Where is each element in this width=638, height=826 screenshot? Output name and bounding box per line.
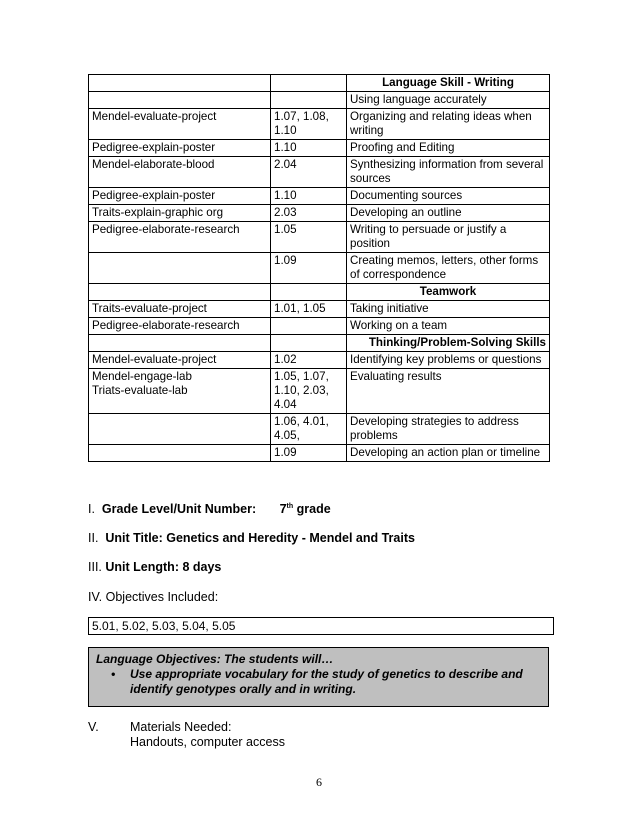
objectives-line xyxy=(88,590,218,605)
table-cell: Proofing and Editing xyxy=(347,140,550,157)
language-objectives-title: Language Objectives: The students will… xyxy=(96,652,334,666)
table-cell: Organizing and relating ideas when writing xyxy=(347,109,550,140)
table-cell: 1.10 xyxy=(271,188,347,205)
objectives-label: Objectives Included: xyxy=(105,590,219,604)
grade-level-value: 7th grade xyxy=(279,502,331,516)
table-cell: Developing an outline xyxy=(347,205,550,222)
table-header-row xyxy=(89,75,550,92)
table-cell: Synthesizing information from several sources xyxy=(347,157,550,188)
materials-label: Materials Needed: xyxy=(130,720,232,734)
grade-level-line xyxy=(88,502,331,517)
table-cell xyxy=(89,92,271,109)
section-number: I. xyxy=(88,502,95,516)
table-cell: Working on a team xyxy=(347,318,550,335)
table-cell xyxy=(271,335,347,352)
table-row xyxy=(89,369,550,414)
section-number: IV. xyxy=(88,590,103,604)
language-objective-item: Use appropriate vocabulary for the study of genetics to describe and identify genotypes orally and in writing. xyxy=(130,667,523,696)
table-cell xyxy=(89,445,271,462)
table-row xyxy=(89,445,550,462)
table-cell: 1.05, 1.07, 1.10, 2.03, 4.04 xyxy=(271,369,347,414)
table-row xyxy=(89,253,550,284)
table-cell: 2.03 xyxy=(271,205,347,222)
table-cell xyxy=(271,75,347,92)
table-cell: Developing an action plan or timeline xyxy=(347,445,550,462)
language-objectives-box xyxy=(88,647,549,707)
table-row xyxy=(89,92,550,109)
table-cell: 1.06, 4.01, 4.05, xyxy=(271,414,347,445)
table-cell: Pedigree-explain-poster xyxy=(89,140,271,157)
table-row xyxy=(89,318,550,335)
materials-value: Handouts, computer access xyxy=(130,735,285,749)
page-number: 6 xyxy=(316,775,322,789)
table-cell xyxy=(271,92,347,109)
table-cell: Documenting sources xyxy=(347,188,550,205)
table-cell: Mendel-evaluate-project xyxy=(89,352,271,369)
table-cell: Traits-evaluate-project xyxy=(89,301,271,318)
table-cell xyxy=(89,335,271,352)
table-cell: Identifying key problems or questions xyxy=(347,352,550,369)
table-cell: Mendel-engage-lab Triats-evaluate-lab xyxy=(89,369,271,414)
table-cell: 1.05 xyxy=(271,222,347,253)
table-cell: 2.04 xyxy=(271,157,347,188)
table-row xyxy=(89,352,550,369)
table-cell: Taking initiative xyxy=(347,301,550,318)
table-cell: Evaluating results xyxy=(347,369,550,414)
unit-title-value: - Mendel and Traits xyxy=(298,531,415,545)
table-cell xyxy=(271,318,347,335)
table-cell: Mendel-elaborate-blood xyxy=(89,157,271,188)
unit-length-line xyxy=(88,560,221,575)
table-row xyxy=(89,140,550,157)
table-cell: Using language accurately xyxy=(347,92,550,109)
section-number: III. xyxy=(88,560,102,574)
table-cell: Creating memos, letters, other forms of correspondence xyxy=(347,253,550,284)
table-cell: 1.02 xyxy=(271,352,347,369)
table-cell: Pedigree-explain-poster xyxy=(89,188,271,205)
table-cell: 1.07, 1.08, 1.10 xyxy=(271,109,347,140)
table-cell xyxy=(89,414,271,445)
table-row xyxy=(89,157,550,188)
table-cell: Pedigree-elaborate-research xyxy=(89,222,271,253)
section-header-teamwork: Teamwork xyxy=(347,284,550,301)
table-row xyxy=(89,222,550,253)
section-number: II. xyxy=(88,531,99,545)
table-row xyxy=(89,109,550,140)
unit-title-label: Unit Title: Genetics and Heredity xyxy=(105,531,299,545)
table-row xyxy=(89,301,550,318)
table-cell xyxy=(89,75,271,92)
table-section-row xyxy=(89,335,550,352)
skills-table xyxy=(88,74,550,462)
table-cell: Traits-explain-graphic org xyxy=(89,205,271,222)
table-cell: 1.10 xyxy=(271,140,347,157)
unit-length-label: Unit Length: 8 days xyxy=(105,560,222,574)
grade-level-label: Grade Level/Unit Number: xyxy=(101,502,257,516)
bullet-icon: • xyxy=(111,667,116,681)
table-cell: 1.01, 1.05 xyxy=(271,301,347,318)
section-header-thinking: Thinking/Problem-Solving Skills xyxy=(347,335,550,352)
table-row xyxy=(89,188,550,205)
table-section-row xyxy=(89,284,550,301)
unit-title-line xyxy=(88,531,415,546)
table-cell: 1.09 xyxy=(271,445,347,462)
objectives-box: 5.01, 5.02, 5.03, 5.04, 5.05 xyxy=(88,617,554,635)
table-row xyxy=(89,205,550,222)
table-cell xyxy=(89,284,271,301)
table-cell: Developing strategies to address problems xyxy=(347,414,550,445)
table-cell xyxy=(89,253,271,284)
section-header-language-writing: Language Skill - Writing xyxy=(347,75,550,92)
table-cell xyxy=(271,284,347,301)
table-cell: 1.09 xyxy=(271,253,347,284)
section-number: V. xyxy=(88,720,99,734)
table-cell: Mendel-evaluate-project xyxy=(89,109,271,140)
table-row xyxy=(89,414,550,445)
table-cell: Writing to persuade or justify a position xyxy=(347,222,550,253)
table-cell: Pedigree-elaborate-research xyxy=(89,318,271,335)
